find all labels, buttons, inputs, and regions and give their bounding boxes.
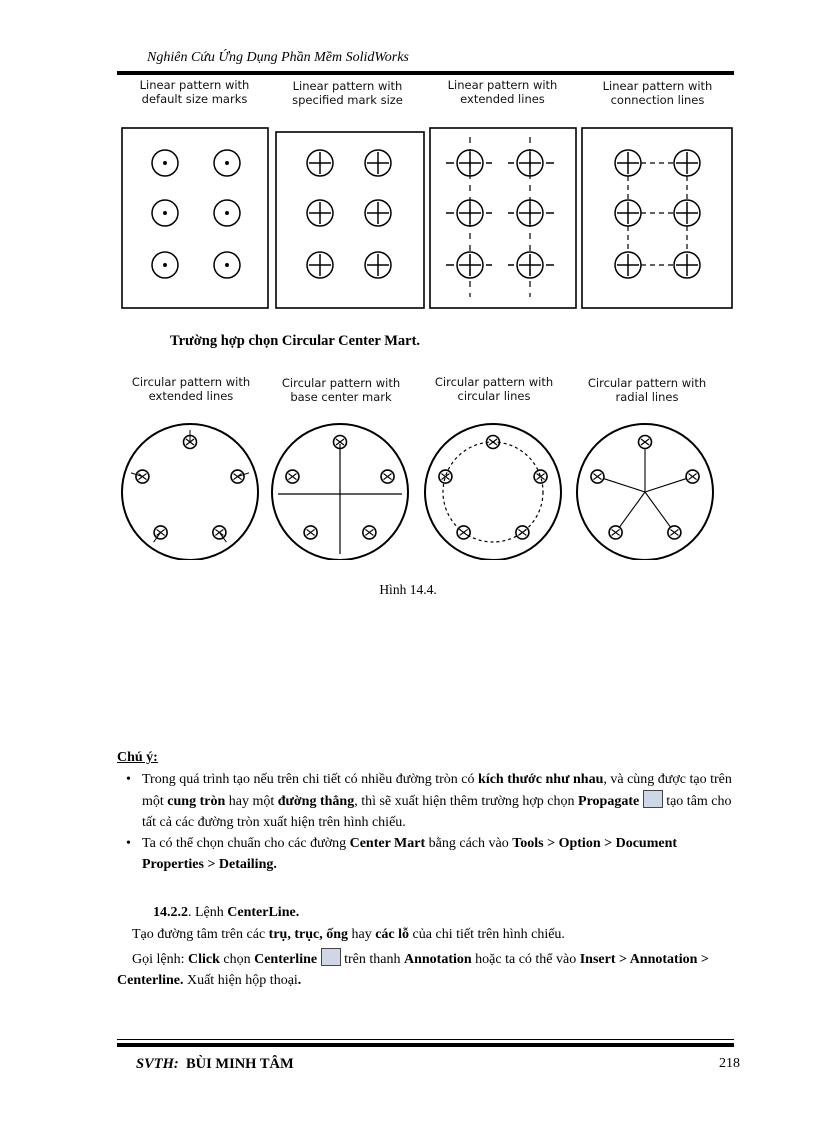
circular-radial-lines xyxy=(577,424,713,560)
linear-caption-1: Linear pattern with default size marks xyxy=(139,78,250,106)
center-dot xyxy=(164,212,166,214)
connection-lines-marks xyxy=(615,150,700,278)
specified-size-marks xyxy=(307,150,391,278)
radial-line xyxy=(619,492,645,527)
linear-patterns-figure xyxy=(120,125,734,311)
section-heading: Trường hợp chọn Circular Center Mart. xyxy=(170,333,421,349)
note-bullet-1: • Trong quá trình tạo nếu trên chi tiết có nhiều đường tròn có kích thước như nhau, và cùng được tạo trên một cung tròn hay một đường thẳng, thì sẽ xuất hiện thêm trường hợp chọn Propagate tạo tâm cho tất cả các đường tròn xuất hiện trên hình chiếu. xyxy=(126,772,732,830)
default-size-marks xyxy=(152,150,240,278)
subsection-heading: 14.2.2. Lệnh CenterLine. xyxy=(153,905,300,920)
page-number: 218 xyxy=(719,1056,740,1071)
circular-caption-4: Circular pattern with radial lines xyxy=(587,376,707,404)
note-title: Chú ý: xyxy=(117,750,158,765)
footer-author: SVTH: BÙI MINH TÂM xyxy=(136,1056,294,1072)
circular-base-center-mark xyxy=(272,424,408,560)
linear-panel-1 xyxy=(122,128,268,308)
propagate-icon xyxy=(643,790,663,808)
circular-extended-lines xyxy=(122,424,258,560)
circular-caption-1: Circular pattern with extended lines xyxy=(131,375,251,403)
radial-line xyxy=(645,479,686,492)
note-bullet-2: • Ta có thể chọn chuẩn cho các đường Center Mart bằng cách vào Tools > Option > Document Properties > Detailing. xyxy=(126,836,678,872)
linear-caption-3: Linear pattern with extended lines xyxy=(447,78,558,106)
extended-lines-marks xyxy=(446,137,554,297)
pitch-circle xyxy=(443,442,543,542)
radial-line xyxy=(645,492,671,527)
center-dot xyxy=(164,264,166,266)
base-circle xyxy=(425,424,561,560)
circular-circular-lines xyxy=(425,424,561,560)
footer-rule-thick xyxy=(117,1043,734,1047)
header-rule xyxy=(117,71,734,75)
paragraph-1: Tạo đường tâm trên các trụ, trục, ống hay các lỗ của chi tiết trên hình chiếu. xyxy=(132,927,565,942)
figure-caption: Hình 14.4. xyxy=(379,582,437,597)
center-dot xyxy=(164,162,166,164)
center-dot xyxy=(226,162,228,164)
center-dot xyxy=(226,212,228,214)
center-dot xyxy=(226,264,228,266)
footer-rule-thin xyxy=(117,1039,734,1040)
page-header: Nghiên Cứu Ứng Dụng Phần Mềm SolidWorks xyxy=(147,50,409,65)
radial-line xyxy=(604,479,645,492)
circular-caption-2: Circular pattern with base center mark xyxy=(281,376,401,404)
linear-panel-4 xyxy=(582,128,732,308)
centerline-icon xyxy=(321,948,341,966)
base-circle xyxy=(122,424,258,560)
linear-panel-3 xyxy=(430,128,576,308)
linear-panel-2 xyxy=(276,132,424,308)
note-bullets xyxy=(118,769,738,875)
linear-caption-2: Linear pattern with specified mark size xyxy=(292,79,403,107)
paragraph-2: Gọi lệnh: Click chọn Centerline trên thanh Annotation hoặc ta có thể vào Insert > Annotation > Centerline. Xuất hiện hộp thoại. xyxy=(117,948,743,991)
circular-patterns-figure xyxy=(115,420,725,560)
linear-caption-4: Linear pattern with connection lines xyxy=(602,79,713,107)
circular-caption-3: Circular pattern with circular lines xyxy=(434,375,554,403)
